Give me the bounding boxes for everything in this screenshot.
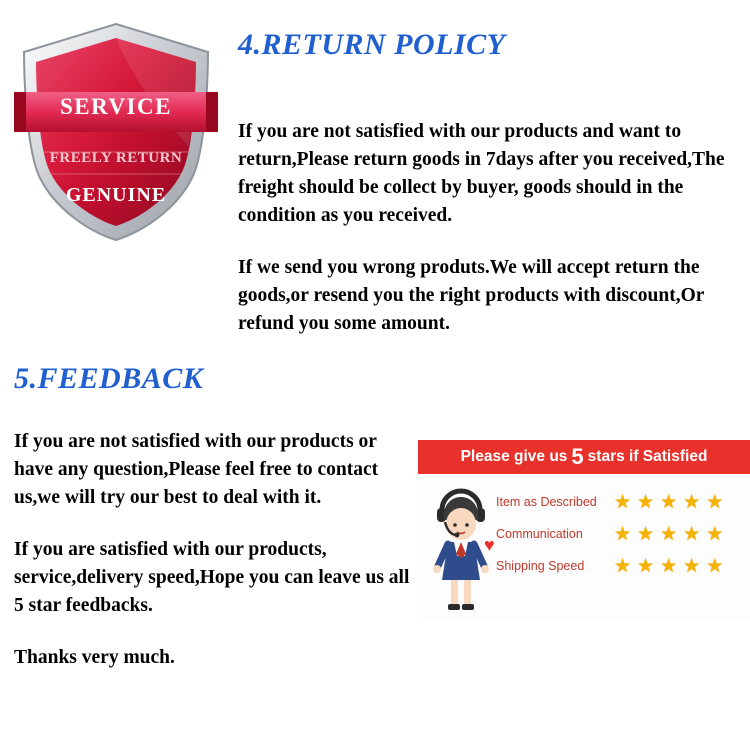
service-guarantee-badge <box>12 18 220 246</box>
rating-stars-item-as-described <box>614 493 723 512</box>
badge-top-label: SERVICE <box>60 94 172 119</box>
rating-stars-communication <box>614 525 723 544</box>
star-icon: ★ <box>660 523 678 545</box>
star-icon: ★ <box>637 555 655 577</box>
feedback-paragraph-1: If you are not satisfied with our products or have any question,Please feel free to contact us,we will try our best to deal with it. <box>14 431 379 508</box>
star-icon: ★ <box>683 523 701 545</box>
star-icon: ★ <box>660 491 678 513</box>
star-icon: ★ <box>660 555 678 577</box>
star-icon: ★ <box>614 555 632 577</box>
badge-bottom-label: GENUINE <box>65 184 167 206</box>
feedback-heading: 5.FEEDBACK <box>14 362 204 395</box>
star-icon: ★ <box>614 491 632 513</box>
return-policy-paragraph-1: If you are not satisfied with our products and want to return,Please return goods in 7days after you received,The freight should be collect by buyer, goods should in the condition as you received. <box>238 121 725 226</box>
star-icon: ★ <box>706 523 724 545</box>
rating-rows <box>496 486 748 582</box>
feedback-header-suffix: stars if Satisfied <box>587 448 708 465</box>
return-policy-paragraph-2: If we send you wrong produts.We will accept return the goods,or resend you the right products with discount,Or refund you some amount. <box>238 257 705 334</box>
star-icon: ★ <box>706 491 724 513</box>
rating-row <box>496 550 748 582</box>
rating-stars-shipping-speed <box>614 557 723 576</box>
feedback-rating-card <box>418 440 750 620</box>
heart-icon: ♥ <box>484 535 495 555</box>
star-icon: ★ <box>637 491 655 513</box>
star-icon: ★ <box>683 491 701 513</box>
rating-label-shipping-speed: Shipping Speed <box>496 559 585 573</box>
badge-middle-label: FREELY RETURN <box>49 150 183 166</box>
feedback-paragraph-2: If you are satisfied with our products, service,delivery speed,Hope you can leave us all 5 star feedbacks. <box>14 539 410 616</box>
rating-row <box>496 486 748 518</box>
star-icon: ★ <box>614 523 632 545</box>
feedback-header-prefix: Please give us <box>460 448 568 465</box>
feedback-card-body <box>418 474 750 620</box>
feedback-text <box>14 428 414 672</box>
customer-service-operator-icon <box>424 480 498 616</box>
feedback-paragraph-3: Thanks very much. <box>14 647 175 668</box>
rating-label-communication: Communication <box>496 527 583 541</box>
return-policy-heading: 4.RETURN POLICY <box>238 28 506 61</box>
feedback-header-rating: 5 <box>571 444 584 469</box>
star-icon: ★ <box>637 523 655 545</box>
star-icon: ★ <box>683 555 701 577</box>
rating-label-item-as-described: Item as Described <box>496 495 597 509</box>
feedback-card-header <box>418 440 750 474</box>
star-icon: ★ <box>706 555 724 577</box>
return-policy-text <box>238 118 746 362</box>
rating-row <box>496 518 748 550</box>
